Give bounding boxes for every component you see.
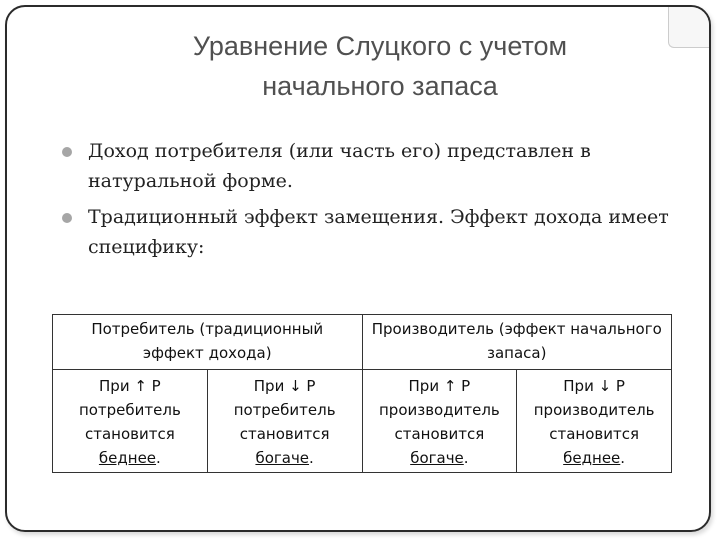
cell-line: потребитель	[233, 401, 336, 419]
bullet-list	[62, 136, 682, 268]
cell-result: беднее	[98, 449, 157, 467]
cell-line: становится	[239, 425, 330, 443]
slide-title	[120, 26, 640, 106]
cell-line: При ↓ P	[563, 377, 625, 395]
bullet-item	[62, 136, 682, 196]
cell-line: потребитель	[78, 401, 181, 419]
cell-result: беднее	[563, 449, 621, 467]
cell-suffix: .	[620, 449, 626, 467]
table-cell	[517, 370, 672, 473]
table-cell	[362, 370, 517, 473]
comparison-table	[52, 314, 672, 473]
header-producer: Производитель (эффект начального запаса)	[362, 315, 672, 370]
cell-line: При ↑ P	[408, 377, 471, 395]
cell-suffix: .	[309, 449, 314, 467]
bullet-dot-icon	[62, 147, 72, 157]
cell-line: производитель	[378, 401, 500, 419]
bullet-text: Доход потребителя (или часть его) представлен в натуральной форме.	[88, 140, 591, 192]
bullet-dot-icon	[62, 213, 72, 223]
table-row	[53, 370, 672, 473]
cell-line: становится	[84, 425, 175, 443]
table-cell	[53, 370, 208, 473]
cell-line: При ↓ P	[253, 377, 316, 395]
title-line-1: Уравнение Слуцкого с учетом	[192, 31, 568, 61]
cell-line: При ↑ P	[99, 377, 161, 395]
title-line-2: начального запаса	[262, 71, 498, 101]
cell-result: богаче	[410, 449, 464, 467]
cell-suffix: .	[463, 449, 469, 467]
table-header-row	[53, 315, 672, 370]
header-consumer: Потребитель (традиционный эффект дохода)	[53, 315, 363, 370]
cell-line: становится	[549, 425, 639, 443]
page-fold-corner	[668, 7, 709, 48]
table-cell	[207, 370, 362, 473]
bullet-item	[62, 202, 682, 262]
cell-line: становится	[394, 425, 485, 443]
cell-suffix: .	[156, 449, 161, 467]
cell-result: богаче	[255, 449, 310, 467]
cell-line: производитель	[533, 401, 655, 419]
bullet-text: Традиционный эффект замещения. Эффект дохода имеет специфику:	[88, 206, 669, 258]
